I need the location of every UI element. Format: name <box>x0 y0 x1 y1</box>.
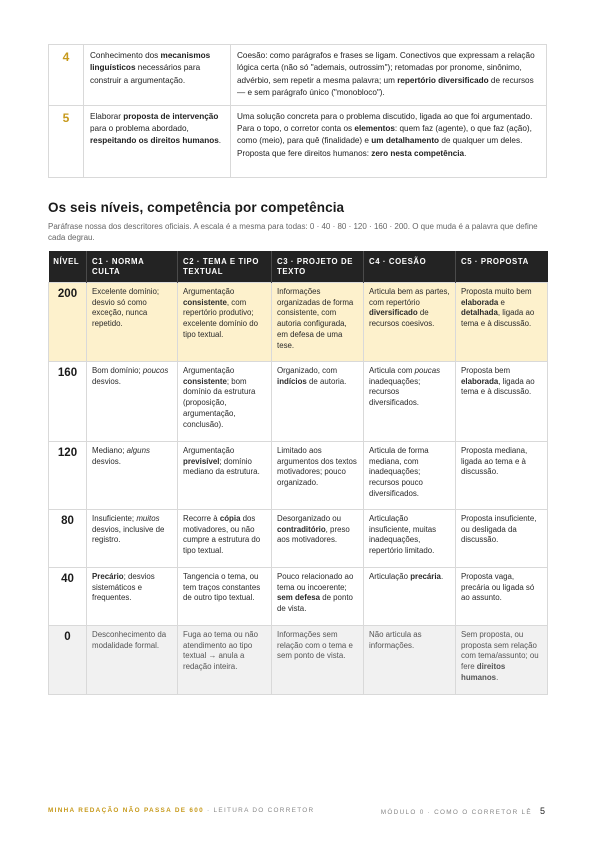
competency-row <box>49 45 547 106</box>
level-cell-c4: Articula bem as partes, com repertório diversificado de recursos coesivos. <box>364 282 456 361</box>
competency-detail: Coesão: como parágrafos e frases se ligam. Conectivos que expressam a relação lógica certa (não só "ademais, outrossim"); retomadas por pronome, sinônimo, advérbio, sem repetir a mesma palavra; um repertório diversificado de recursos — e sem parágrafo único ("monobloco"). <box>231 45 547 106</box>
page-footer <box>48 807 545 814</box>
level-cell-c3: Pouco relacionado ao tema ou incoerente; sem defesa de ponto de vista. <box>272 567 364 625</box>
level-cell-c1: Excelente domínio; desvio só como exceção, nunca repetido. <box>87 282 178 361</box>
level-cell-c2: Argumentação consistente; bom domínio da estrutura (proposição, argumentação, conclusão). <box>178 361 272 441</box>
section-title: Os seis níveis, competência por competência <box>48 199 345 215</box>
level-cell-c4: Articulação precária. <box>364 567 456 625</box>
level-cell-c5: Proposta muito bem elaborada e detalhada, ligada ao tema e à discussão. <box>456 282 548 361</box>
level-value: 160 <box>49 361 87 441</box>
page-number: 5 <box>539 806 545 816</box>
section-intro: Paráfrase nossa dos descritores oficiais. A escala é a mesma para todas: 0 · 40 · 80 · 120 · 160 · 200. O que muda é a palavra que define cada degrau. <box>48 221 538 243</box>
levels-header-row <box>49 251 548 283</box>
level-cell-c3: Informações sem relação com o tema e sem ponto de vista. <box>272 625 364 694</box>
level-value: 80 <box>49 509 87 567</box>
level-cell-c5: Proposta insuficiente, ou desligada da discussão. <box>456 509 548 567</box>
level-cell-c5: Proposta mediana, ligada ao tema e à discussão. <box>456 441 548 509</box>
level-cell-c1: Bom domínio; poucos desvios. <box>87 361 178 441</box>
competency-number: 5 <box>49 105 84 177</box>
level-cell-c5: Proposta bem elaborada, ligada ao tema e à discussão. <box>456 361 548 441</box>
level-value: 120 <box>49 441 87 509</box>
competency-row <box>49 105 547 177</box>
competency-description: Elaborar proposta de intervenção para o problema abordado, respeitando os direitos humanos. <box>84 105 231 177</box>
competency-table <box>48 44 547 178</box>
header-c5: C5 · PROPOSTA <box>456 251 548 283</box>
header-c1: C1 · NORMA CULTA <box>87 251 178 283</box>
level-row-160 <box>49 361 548 441</box>
level-cell-c5: Sem proposta, ou proposta sem relação com tema/assunto; ou fere direitos humanos. <box>456 625 548 694</box>
footer-section: LEITURA DO CORRETOR <box>213 807 315 814</box>
level-cell-c1: Insuficiente; muitos desvios, inclusive de registro. <box>87 509 178 567</box>
competency-number: 4 <box>49 45 84 106</box>
level-cell-c5: Proposta vaga, precária ou ligada só ao assunto. <box>456 567 548 625</box>
level-cell-c3: Limitado aos argumentos dos textos motivadores; pouco organizado. <box>272 441 364 509</box>
level-cell-c1: Precário; desvios sistemáticos e frequentes. <box>87 567 178 625</box>
level-value: 0 <box>49 625 87 694</box>
level-cell-c2: Recorre à cópia dos motivadores, ou não cumpre a estrutura do tipo textual. <box>178 509 272 567</box>
page-content <box>48 44 547 695</box>
header-c3: C3 · PROJETO DE TEXTO <box>272 251 364 283</box>
level-cell-c4: Articula de forma mediana, com inadequações; recursos pouco diversificados. <box>364 441 456 509</box>
level-cell-c2: Fuga ao tema ou não atendimento ao tipo textual → anula a redação inteira. <box>178 625 272 694</box>
levels-table <box>48 251 548 695</box>
header-c4: C4 · COESÃO <box>364 251 456 283</box>
level-cell-c2: Argumentação previsível; domínio mediano da estrutura. <box>178 441 272 509</box>
level-cell-c3: Informações organizadas de forma consistente, com autoria configurada, em defesa de uma tese. <box>272 282 364 361</box>
header-level: NÍVEL <box>49 251 87 283</box>
level-cell-c2: Tangencia o tema, ou tem traços constantes de outro tipo textual. <box>178 567 272 625</box>
level-cell-c1: Desconhecimento da modalidade formal. <box>87 625 178 694</box>
level-cell-c4: Articulação insuficiente, muitas inadequações, repertório limitado. <box>364 509 456 567</box>
level-cell-c1: Mediano; alguns desvios. <box>87 441 178 509</box>
level-cell-c3: Organizado, com indícios de autoria. <box>272 361 364 441</box>
footer-right <box>381 806 545 816</box>
level-row-200 <box>49 282 548 361</box>
level-row-0 <box>49 625 548 694</box>
footer-brand: MINHA REDAÇÃO NÃO PASSA DE 600 <box>48 807 204 814</box>
level-row-40 <box>49 567 548 625</box>
level-cell-c4: Não articula as informações. <box>364 625 456 694</box>
header-c2: C2 · TEMA E TIPO TEXTUAL <box>178 251 272 283</box>
level-value: 40 <box>49 567 87 625</box>
competency-description: Conhecimento dos mecanismos linguísticos necessários para construir a argumentação. <box>84 45 231 106</box>
competency-detail: Uma solução concreta para o problema discutido, ligada ao que foi argumentado. Para o topo, o corretor conta os elementos: quem faz (agente), o que faz (ação), como (meio), para quê (finalidade) e um detalhamento de qualquer um deles. Proposta que fere direitos humanos: zero nesta competência. <box>231 105 547 177</box>
level-row-120 <box>49 441 548 509</box>
level-cell-c3: Desorganizado ou contraditório, preso aos motivadores. <box>272 509 364 567</box>
level-cell-c4: Articula com poucas inadequações; recursos diversificados. <box>364 361 456 441</box>
level-row-80 <box>49 509 548 567</box>
level-cell-c2: Argumentação consistente, com repertório produtivo; excelente domínio do tipo textual. <box>178 282 272 361</box>
level-value: 200 <box>49 282 87 361</box>
footer-module: MÓDULO 0 · COMO O CORRETOR LÊ <box>380 809 532 816</box>
footer-separator: · <box>203 807 214 814</box>
